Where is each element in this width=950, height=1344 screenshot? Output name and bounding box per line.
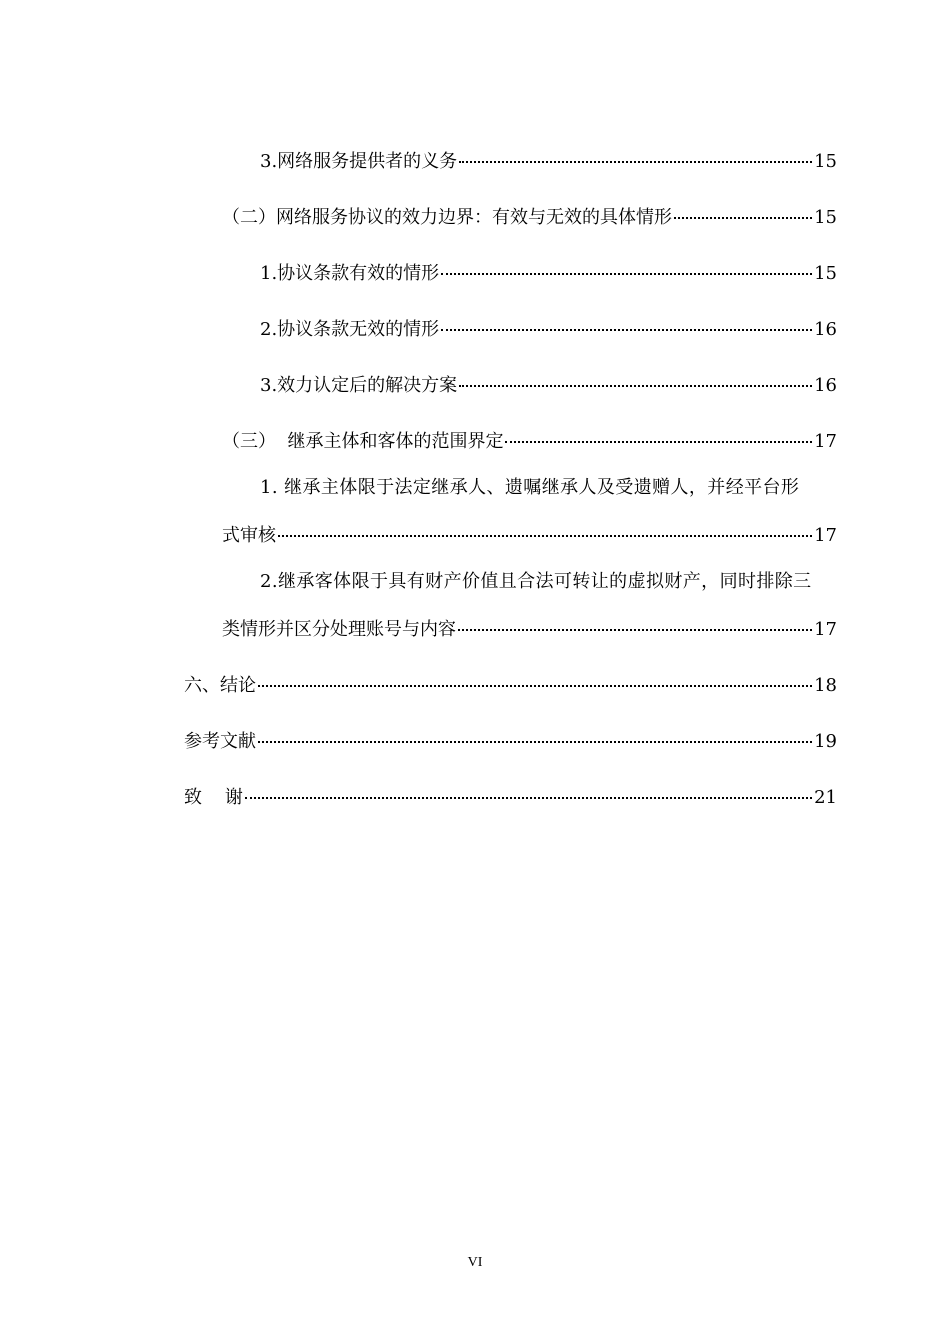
toc-entry[interactable] [260,318,837,342]
toc-entry-page: 16 [814,319,837,340]
toc-entry-label: （三） 继承主体和客体的范围界定 [222,431,504,452]
toc-entry-label: 3.效力认定后的解决方案 [260,375,458,396]
toc-entry-wrapped-first-line[interactable]: 1. 继承主体限于法定继承人、遗嘱继承人及受遗赠人，并经平台形 [260,477,800,498]
toc-entry[interactable] [222,618,837,642]
toc-entry[interactable] [260,262,837,286]
toc-entry-page: 17 [814,525,837,546]
dot-leader [505,441,812,443]
toc-entry[interactable] [260,374,837,398]
toc-entry-page: 21 [814,787,837,808]
toc-entry-page: 15 [814,263,837,284]
toc-entry-page: 15 [814,207,837,228]
toc-entry[interactable] [184,730,837,754]
dot-leader [258,741,812,743]
toc-entry[interactable] [222,430,837,454]
toc-entry-label: 3.网络服务提供者的义务 [260,151,458,172]
toc-entry-label: 2.协议条款无效的情形 [260,319,440,340]
dot-leader [441,329,812,331]
toc-entry[interactable] [222,206,837,230]
toc-entry-page: 16 [814,375,837,396]
dot-leader [245,797,812,799]
page-number: VI [467,1255,483,1270]
toc-entry-label: （二）网络服务协议的效力边界：有效与无效的具体情形 [222,207,672,228]
toc-entry-label: 参考文献 [184,731,256,752]
dot-leader [458,629,812,631]
dot-leader [674,217,812,219]
toc-entry[interactable] [260,150,837,174]
toc-entry-label: 致 谢 [184,787,243,808]
dot-leader [459,161,812,163]
toc-entry-page: 17 [814,431,837,452]
dot-leader [258,685,812,687]
toc-entry-page: 17 [814,619,837,640]
toc-entry-label: 六、结论 [184,675,256,696]
dot-leader [278,535,812,537]
toc-entry[interactable] [222,524,837,548]
toc-entry-label: 类情形并区分处理账号与内容 [222,619,456,640]
dot-leader [459,385,812,387]
toc-entry-page: 15 [814,151,837,172]
toc-entry-label: 式审核 [222,525,276,546]
toc-entry-page: 19 [814,731,837,752]
dot-leader [441,273,812,275]
toc-entry-label: 1.协议条款有效的情形 [260,263,440,284]
toc-entry[interactable] [184,786,837,810]
toc-entry[interactable] [184,674,837,698]
toc-entry-wrapped-first-line[interactable]: 2.继承客体限于具有财产价值且合法可转让的虚拟财产，同时排除三 [260,571,812,592]
toc-entry-page: 18 [814,675,837,696]
